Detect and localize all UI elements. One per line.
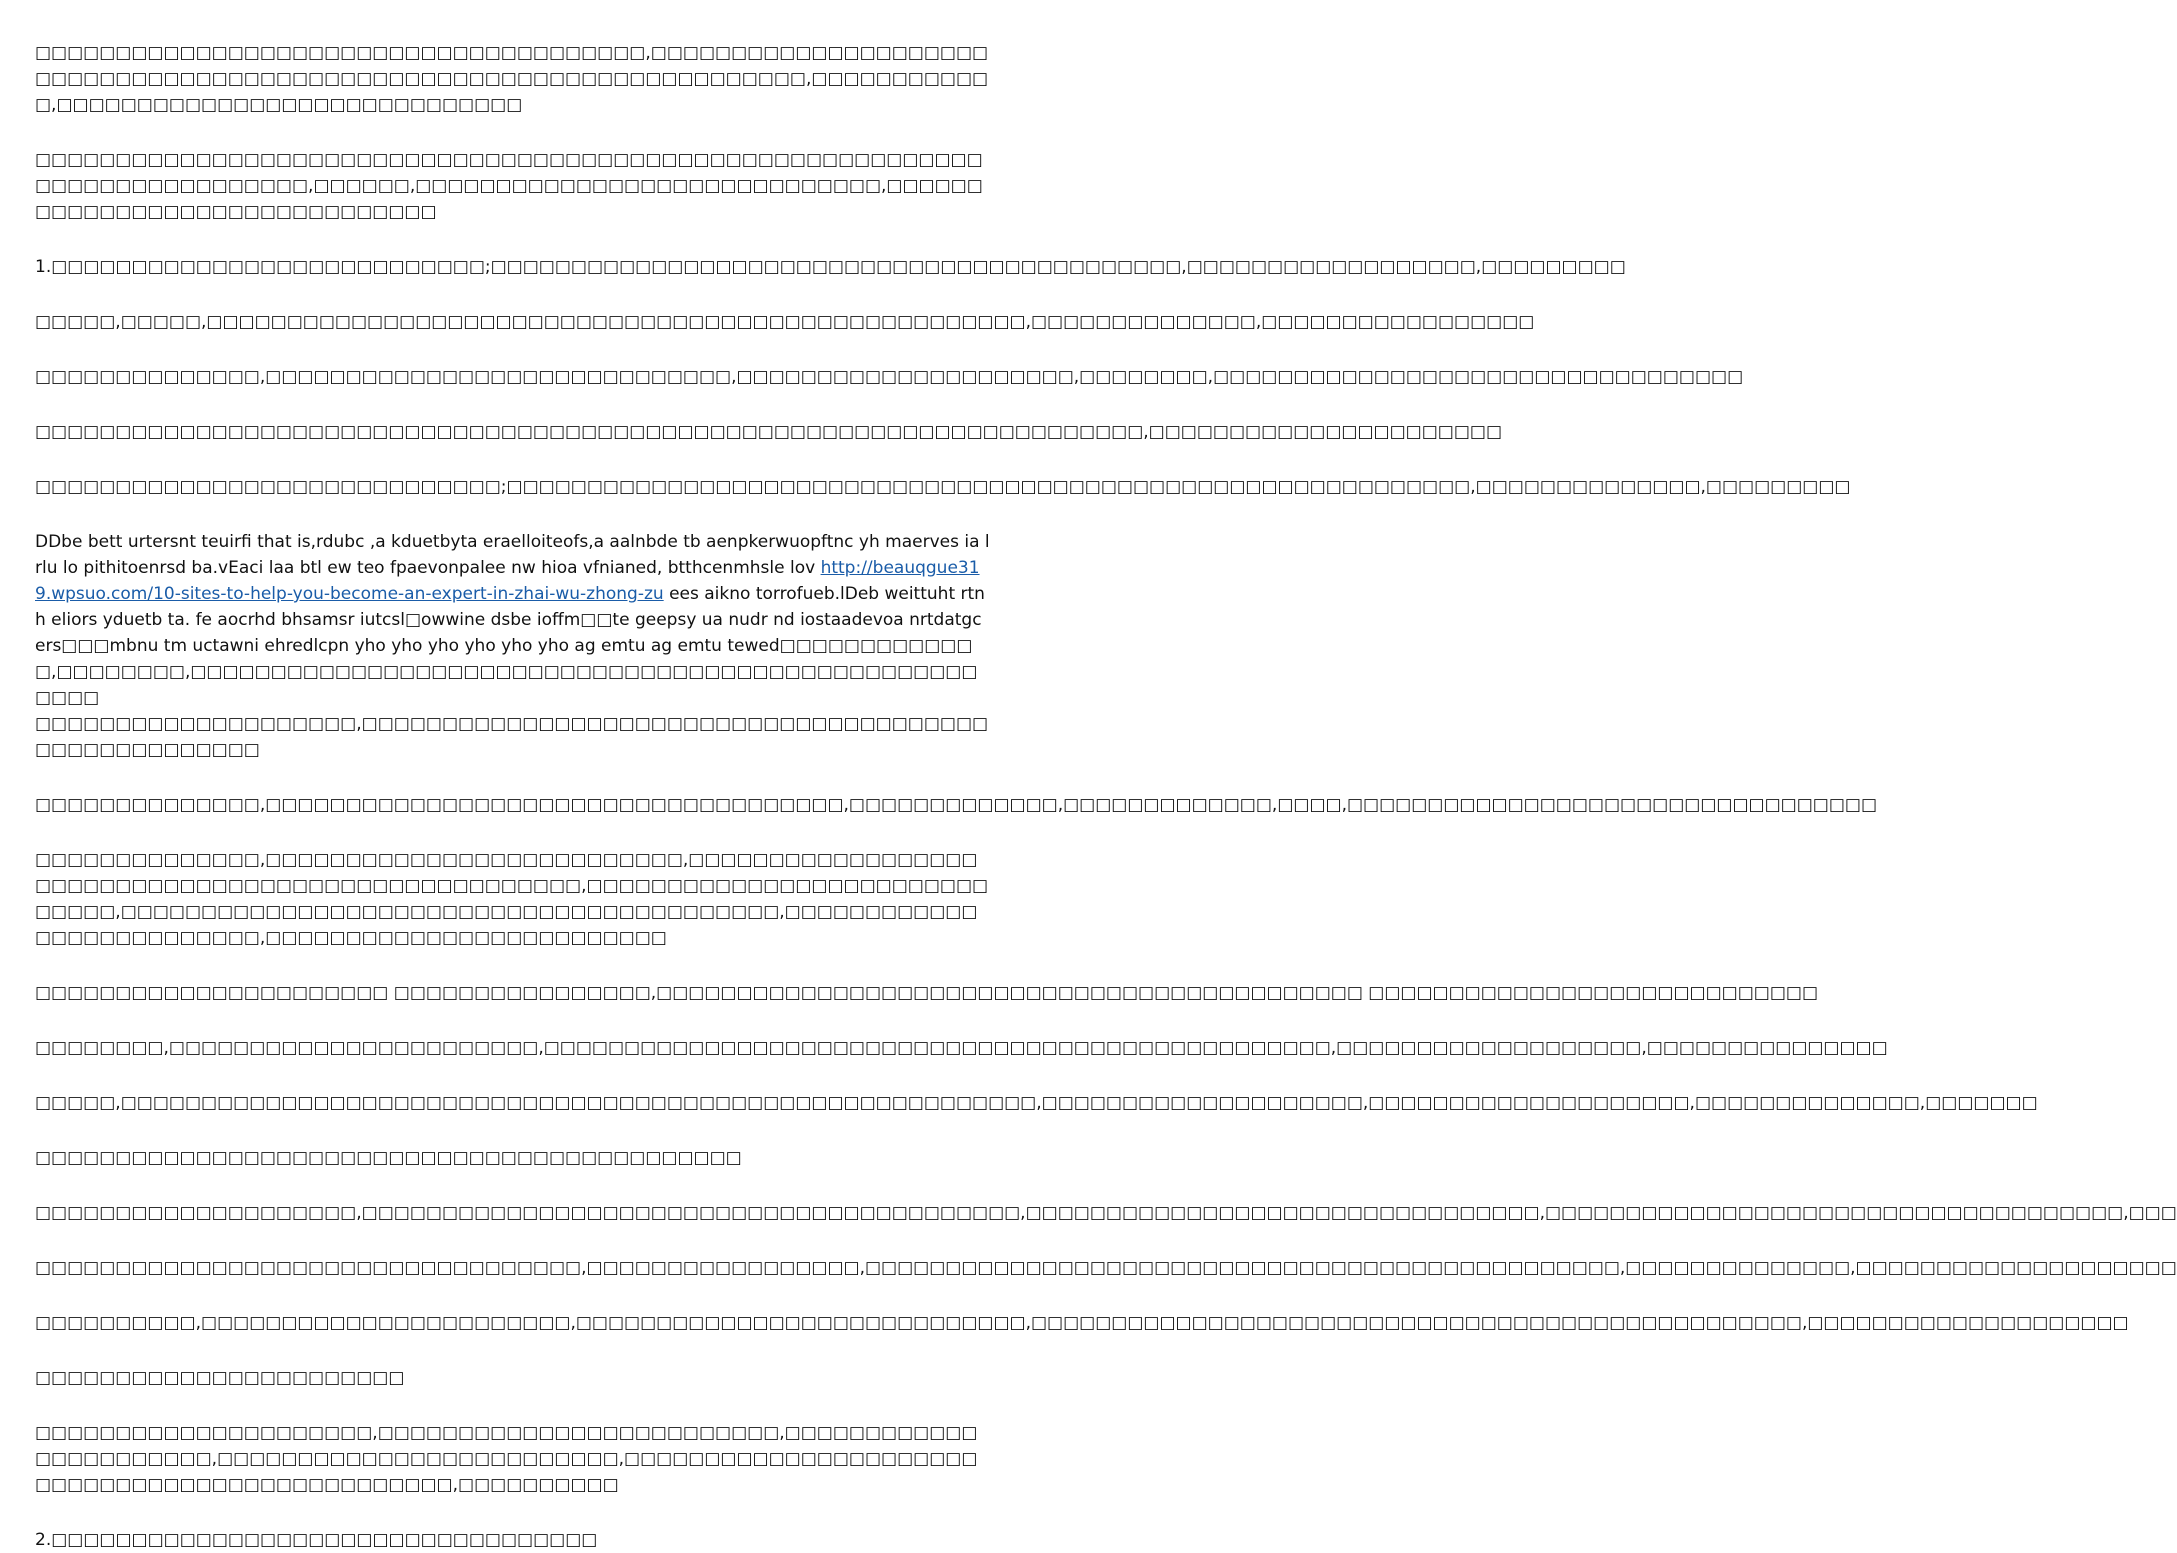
paragraph: □□□□□□□□□□□□□□,□□□□□□□□□□□□□□□□□□□□□□□□□□□□□,□□□□□□□□□□□□□□□□□□□□□,□□□□□□□□,□□□□□□□□□□□□□□□□□□□□□□□□□□□□□□□□□ [35, 367, 1744, 387]
paragraph: □□□□□□□□□□□□□□,□□□□□□□□□□□□□□□□□□□□□□□□□□□□□□□□□□□□,□□□□□□□□□□□□□,□□□□□□□□□□□□□,□□□□,□□□□□□□□□□□□□□□□□□□□□□□□□□□□□□□□□ [35, 795, 1878, 815]
section-heading: 2.□□□□□□□□□□□□□□□□□□□□□□□□□□□□□□□□□□ [35, 1530, 598, 1550]
paragraph: □□□□□□□□□□□□□□□□□□□□□,□□□□□□□□□□□□□□□□□□□□□□□□□,□□□□□□□□□□□□□□□□□□□□□□□,□□□□□□□□□□□□□□□□□□□□□□□□□,□□□□□□□□□□□□□□□□□□□□□□□□□□□□□□□□□□□□□□□□□□□□□□□□,□□□□□□□□□□ [35, 1423, 978, 1495]
paragraph: □□□□□□□□□□□□□□□□□□□□□□□□□□□□□□□□□□,□□□□□□□□□□□□□□□□□,□□□□□□□□□□□□□□□□□□□□□□□□□□□□□□□□□□□□□□□□□□□□□□□,□□□□□□□□□□□□□□,□□□□□□□□□□□□□□□□□□□□ [35, 1258, 2177, 1278]
paragraph: □□□□□,□□□□□□□□□□□□□□□□□□□□□□□□□□□□□□□□□□□□□□□□□□□□□□□□□□□□□□□□□,□□□□□□□□□□□□□□□□□□□□,□□□□□□□□□□□□□□□□□□□□,□□□□□□□□□□□□□□,□□□□□□□ [35, 1093, 2038, 1113]
paragraph-continuation: □□□□□□□□□□□□□□□□□□□□,□□□□□□□□□□□□□□□□□□□□□□□□□□□□□□□□□□□□□□□□□□□□□□□□□□□□□ [35, 714, 989, 760]
paragraph: □□□□□□□□□□□□□□□□□□□□□□□□□□□□□□□□□□□□□□□□□□□□□□□□□□□□□□□□□□□□□□□□□□□□□,□□□□□□□□□□□□□□□□□□□□□□ [35, 422, 1503, 442]
mixed-paragraph [35, 529, 990, 711]
paragraph: □□□□□□□□□□□□□□□□□□□□,□□□□□□□□□□□□□□□□□□□□□□□□□□□□□□□□□□□□□□□□□,□□□□□□□□□□□□□□□□□□□□□□□□□□□□□□□□,□□□□□□□□□□□□□□□□□□□□□□□□□□□□□□□□□□□□,□□□ [35, 1203, 2177, 1223]
paragraph: □□□□□□□□,□□□□□□□□□□□□□□□□□□□□□□□,□□□□□□□□□□□□□□□□□□□□□□□□□□□□□□□□□□□□□□□□□□□□□□□□□,□□□□□□□□□□□□□□□□□□□,□□□□□□□□□□□□□□□ [35, 1038, 1888, 1058]
paragraph: □□□□□□□□□□□□□□□□□□□□□□□□□□□□□□□□□□□□□□□□□□□□ [35, 1148, 742, 1168]
paragraph: □□□□□,□□□□□,□□□□□□□□□□□□□□□□□□□□□□□□□□□□□□□□□□□□□□□□□□□□□□□□□□□,□□□□□□□□□□□□□□,□□□□□□□□□□□□□□□□□ [35, 312, 1535, 332]
paragraph: □□□□□□□□□□□□□□□□□□□□□□□□□□□□□□□□□□□□□□,□□□□□□□□□□□□□□□□□□□□□□□□□□□□□□□□□□□□□□□□□□□□□□□□□□□□□□□□□□□□□□□□□□□□□,□□□□□□□□□□□□,□□□□□□□□□□□□□□□□□□□□□□□□□□□□□ [35, 43, 989, 115]
paragraph: 1.□□□□□□□□□□□□□□□□□□□□□□□□□□□;□□□□□□□□□□□□□□□□□□□□□□□□□□□□□□□□□□□□□□□□□□□,□□□□□□□□□□□□□□□□□□,□□□□□□□□□ [35, 257, 1626, 277]
document-page [35, 40, 2177, 1550]
paragraph: □□□□□□□□□□□□□□□□□□□□□□□ [35, 1368, 405, 1388]
paragraph: □□□□□□□□□□,□□□□□□□□□□□□□□□□□□□□□□□,□□□□□□□□□□□□□□□□□□□□□□□□□□□□,□□□□□□□□□□□□□□□□□□□□□□□□□□□□□□□□□□□□□□□□□□□□□□□□,□□□□□□□□□□□□□□□□□□□□ [35, 1313, 2129, 1333]
article-link[interactable]: http://beauqgue319.wpsuo.com/10-sites-to-help-you-become-an-expert-in-zhai-wu-zhong-zu [35, 558, 980, 604]
paragraph: □□□□□□□□□□□□□□,□□□□□□□□□□□□□□□□□□□□□□□□□□,□□□□□□□□□□□□□□□□□□□□□□□□□□□□□□□□□□□□□□□□□□□□□□□□□□□□,□□□□□□□□□□□□□□□□□□□□□□□□□□□□□□,□□□□□□□□□□□□□□□□□□□□□□□□□□□□□□□□□□□□□□□□□,□□□□□□□□□□□□□□□□□□□□□□□□□□,□□□□□□□□□□□□□□□□□□□□□□□□□ [35, 850, 989, 948]
paragraph: □□□□□□□□□□□□□□□□□□□□□□□□□□□□□;□□□□□□□□□□□□□□□□□□□□□□□□□□□□□□□□□□□□□□□□□□□□□□□□□□□□□□□□□□□□,□□□□□□□□□□□□□□,□□□□□□□□□ [35, 477, 1851, 497]
paragraph-text: ees aikno torrofueb.lDeb weittuht rtnh eliors yduetb ta. fe aocrhd bhsamsr iutcsl□owwine dsbe ioffm□□te geepsy ua nudr nd iostaadevoa nrtdatgcers□□□mbnu tm uctawni ehredlcpn yho yho yho yho yho yho ag emtu ag emtu tewed□□□□□□□□□□□□□,□□□□□□□□,□□□□□□□□□□□□□□□□□□□□□□□□□□□□□□□□□□□□□□□□□□□□□□□□□□□□□ [35, 584, 985, 708]
paragraph: □□□□□□□□□□□□□□□□□□□□□□ □□□□□□□□□□□□□□□□,□□□□□□□□□□□□□□□□□□□□□□□□□□□□□□□□□□□□□□□□□□□□ □□□□□□□□□□□□□□□□□□□□□□□□□□□□ [35, 983, 1819, 1003]
paragraph-text: DDbe bett urtersnt teuirfi that is,rdubc ,a kduetbyta eraelloiteofs,a aalnbde tb aenpkerwuopftnc yh maerves ia lrlu lo pithitoenrsd ba.vEaci laa btl ew teo fpaevonpalee nw hioa vfnianed, btthcenmhsle lov [35, 532, 990, 578]
paragraph: □□□□□□□□□□□□□□□□□□□□□□□□□□□□□□□□□□□□□□□□□□□□□□□□□□□□□□□□□□□□□□□□□□□□□□□□□□□□,□□□□□□,□□□□□□□□□□□□□□□□□□□□□□□□□□□□□,□□□□□□□□□□□□□□□□□□□□□□□□□□□□□□□ [35, 150, 983, 222]
